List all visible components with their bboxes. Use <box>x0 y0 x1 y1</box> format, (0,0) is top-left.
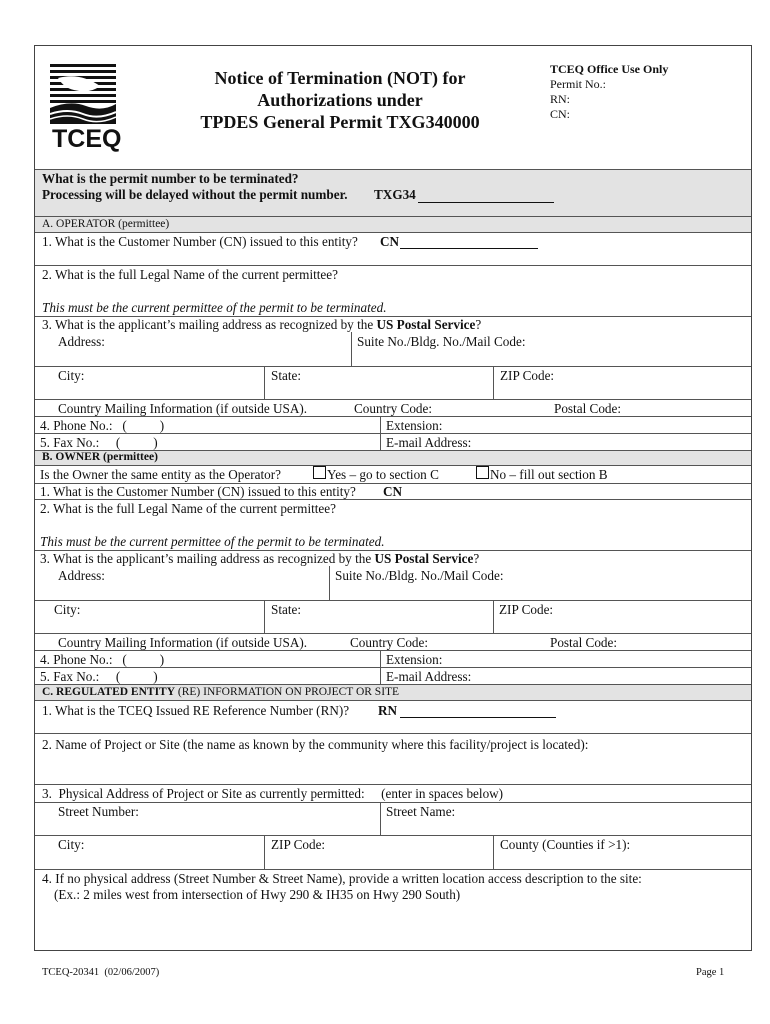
form-title-line3: TPDES General Permit TXG340000 <box>200 112 480 132</box>
a-zip-label: ZIP Code: <box>500 368 555 383</box>
c-city-label: City: <box>58 837 85 852</box>
b-country-info-label: Country Mailing Information (if outside USA). <box>58 635 308 650</box>
form-id: TCEQ-20341 (02/06/2007) <box>42 967 160 978</box>
b-state-label: State: <box>271 602 302 617</box>
b-address-label: Address: <box>58 568 105 583</box>
tceq-logo <box>50 64 122 154</box>
b-yes-label: Yes – go to section C <box>327 467 439 482</box>
a-cn-prefix: CN <box>380 234 400 249</box>
c-location-description-question: 4. If no physical address (Street Number & Street Name), provide a written location access description to the site: <box>42 871 642 886</box>
b-phone-label: 4. Phone No.: ( ) <box>40 652 165 667</box>
a-email-label: E-mail Address: <box>386 435 472 450</box>
permit-question: What is the permit number to be terminated? <box>42 171 299 186</box>
c-rn-prefix: RN <box>378 703 398 718</box>
b-suite-label: Suite No./Bldg. No./Mail Code: <box>335 568 504 583</box>
a-suite-label: Suite No./Bldg. No./Mail Code: <box>357 334 526 349</box>
c-zip-label: ZIP Code: <box>271 837 326 852</box>
a-cn-question: 1. What is the Customer Number (CN) issued to this entity? <box>42 234 358 249</box>
b-cn-prefix: CN <box>383 484 403 499</box>
a-state-label: State: <box>271 368 302 383</box>
permit-number-field[interactable] <box>418 202 554 203</box>
b-mailing-question: 3. What is the applicant’s mailing address as recognized by the US Postal Service? <box>40 551 480 566</box>
section-c-label: C. REGULATED ENTITY (RE) INFORMATION ON PROJECT OR SITE <box>42 686 400 698</box>
a-cn-field[interactable] <box>400 248 538 249</box>
form-title-line2: Authorizations under <box>257 90 423 110</box>
office-use-permit: Permit No.: <box>550 77 606 91</box>
office-use-rn: RN: <box>550 92 571 106</box>
form-title-line1: Notice of Termination (NOT) for <box>214 68 466 88</box>
b-email-label: E-mail Address: <box>386 669 472 684</box>
section-b-label: B. OWNER (permittee) <box>42 451 158 463</box>
a-legal-name-question: 2. What is the full Legal Name of the current permittee? <box>42 267 338 282</box>
b-no-label: No – fill out section B <box>490 467 608 482</box>
a-address-label: Address: <box>58 334 105 349</box>
a-mailing-question: 3. What is the applicant’s mailing address as recognized by the US Postal Service? <box>42 317 482 332</box>
a-current-permittee-note: This must be the current permittee of the permit to be terminated. <box>42 300 387 315</box>
c-physical-address-question: 3. Physical Address of Project or Site as currently permitted: (enter in spaces below) <box>42 786 504 801</box>
c-street-name-label: Street Name: <box>386 804 456 819</box>
c-street-number-label: Street Number: <box>58 804 139 819</box>
a-country-info-label: Country Mailing Information (if outside USA). <box>58 401 308 416</box>
b-current-permittee-note: This must be the current permittee of the permit to be terminated. <box>40 534 385 549</box>
b-same-owner-question: Is the Owner the same entity as the Operator? <box>40 467 281 482</box>
b-city-label: City: <box>54 602 81 617</box>
c-county-label: County (Counties if >1): <box>500 837 631 852</box>
c-rn-question: 1. What is the TCEQ Issued RE Reference Number (RN)? <box>42 703 350 718</box>
b-yes-checkbox[interactable] <box>313 466 326 479</box>
a-phone-label: 4. Phone No.: ( ) <box>40 418 165 433</box>
c-site-name-question: 2. Name of Project or Site (the name as known by the community where this facility/project is located): <box>42 737 589 752</box>
section-a-label: A. OPERATOR (permittee) <box>42 218 170 230</box>
a-postal-code-label: Postal Code: <box>554 401 622 416</box>
permit-delay-note: Processing will be delayed without the permit number. <box>42 187 348 202</box>
b-no-checkbox[interactable] <box>476 466 489 479</box>
a-extension-label: Extension: <box>386 418 443 433</box>
page-number: Page 1 <box>696 967 725 978</box>
office-use-cn: CN: <box>550 107 571 121</box>
b-zip-label: ZIP Code: <box>499 602 554 617</box>
logo-text: TCEQ <box>52 125 122 153</box>
b-postal-code-label: Postal Code: <box>550 635 618 650</box>
c-rn-field[interactable] <box>400 717 556 718</box>
b-fax-label: 5. Fax No.: ( ) <box>40 669 158 684</box>
b-cn-question: 1. What is the Customer Number (CN) issued to this entity? <box>40 484 356 499</box>
b-legal-name-question: 2. What is the full Legal Name of the current permittee? <box>40 501 336 516</box>
a-fax-label: 5. Fax No.: ( ) <box>40 435 158 450</box>
a-city-label: City: <box>58 368 85 383</box>
b-extension-label: Extension: <box>386 652 443 667</box>
c-location-example: (Ex.: 2 miles west from intersection of Hwy 290 & IH35 on Hwy 290 South) <box>54 887 461 902</box>
a-country-code-label: Country Code: <box>354 401 433 416</box>
permit-prefix: TXG34 <box>374 187 416 202</box>
office-use-heading: TCEQ Office Use Only <box>550 62 669 76</box>
b-country-code-label: Country Code: <box>350 635 429 650</box>
